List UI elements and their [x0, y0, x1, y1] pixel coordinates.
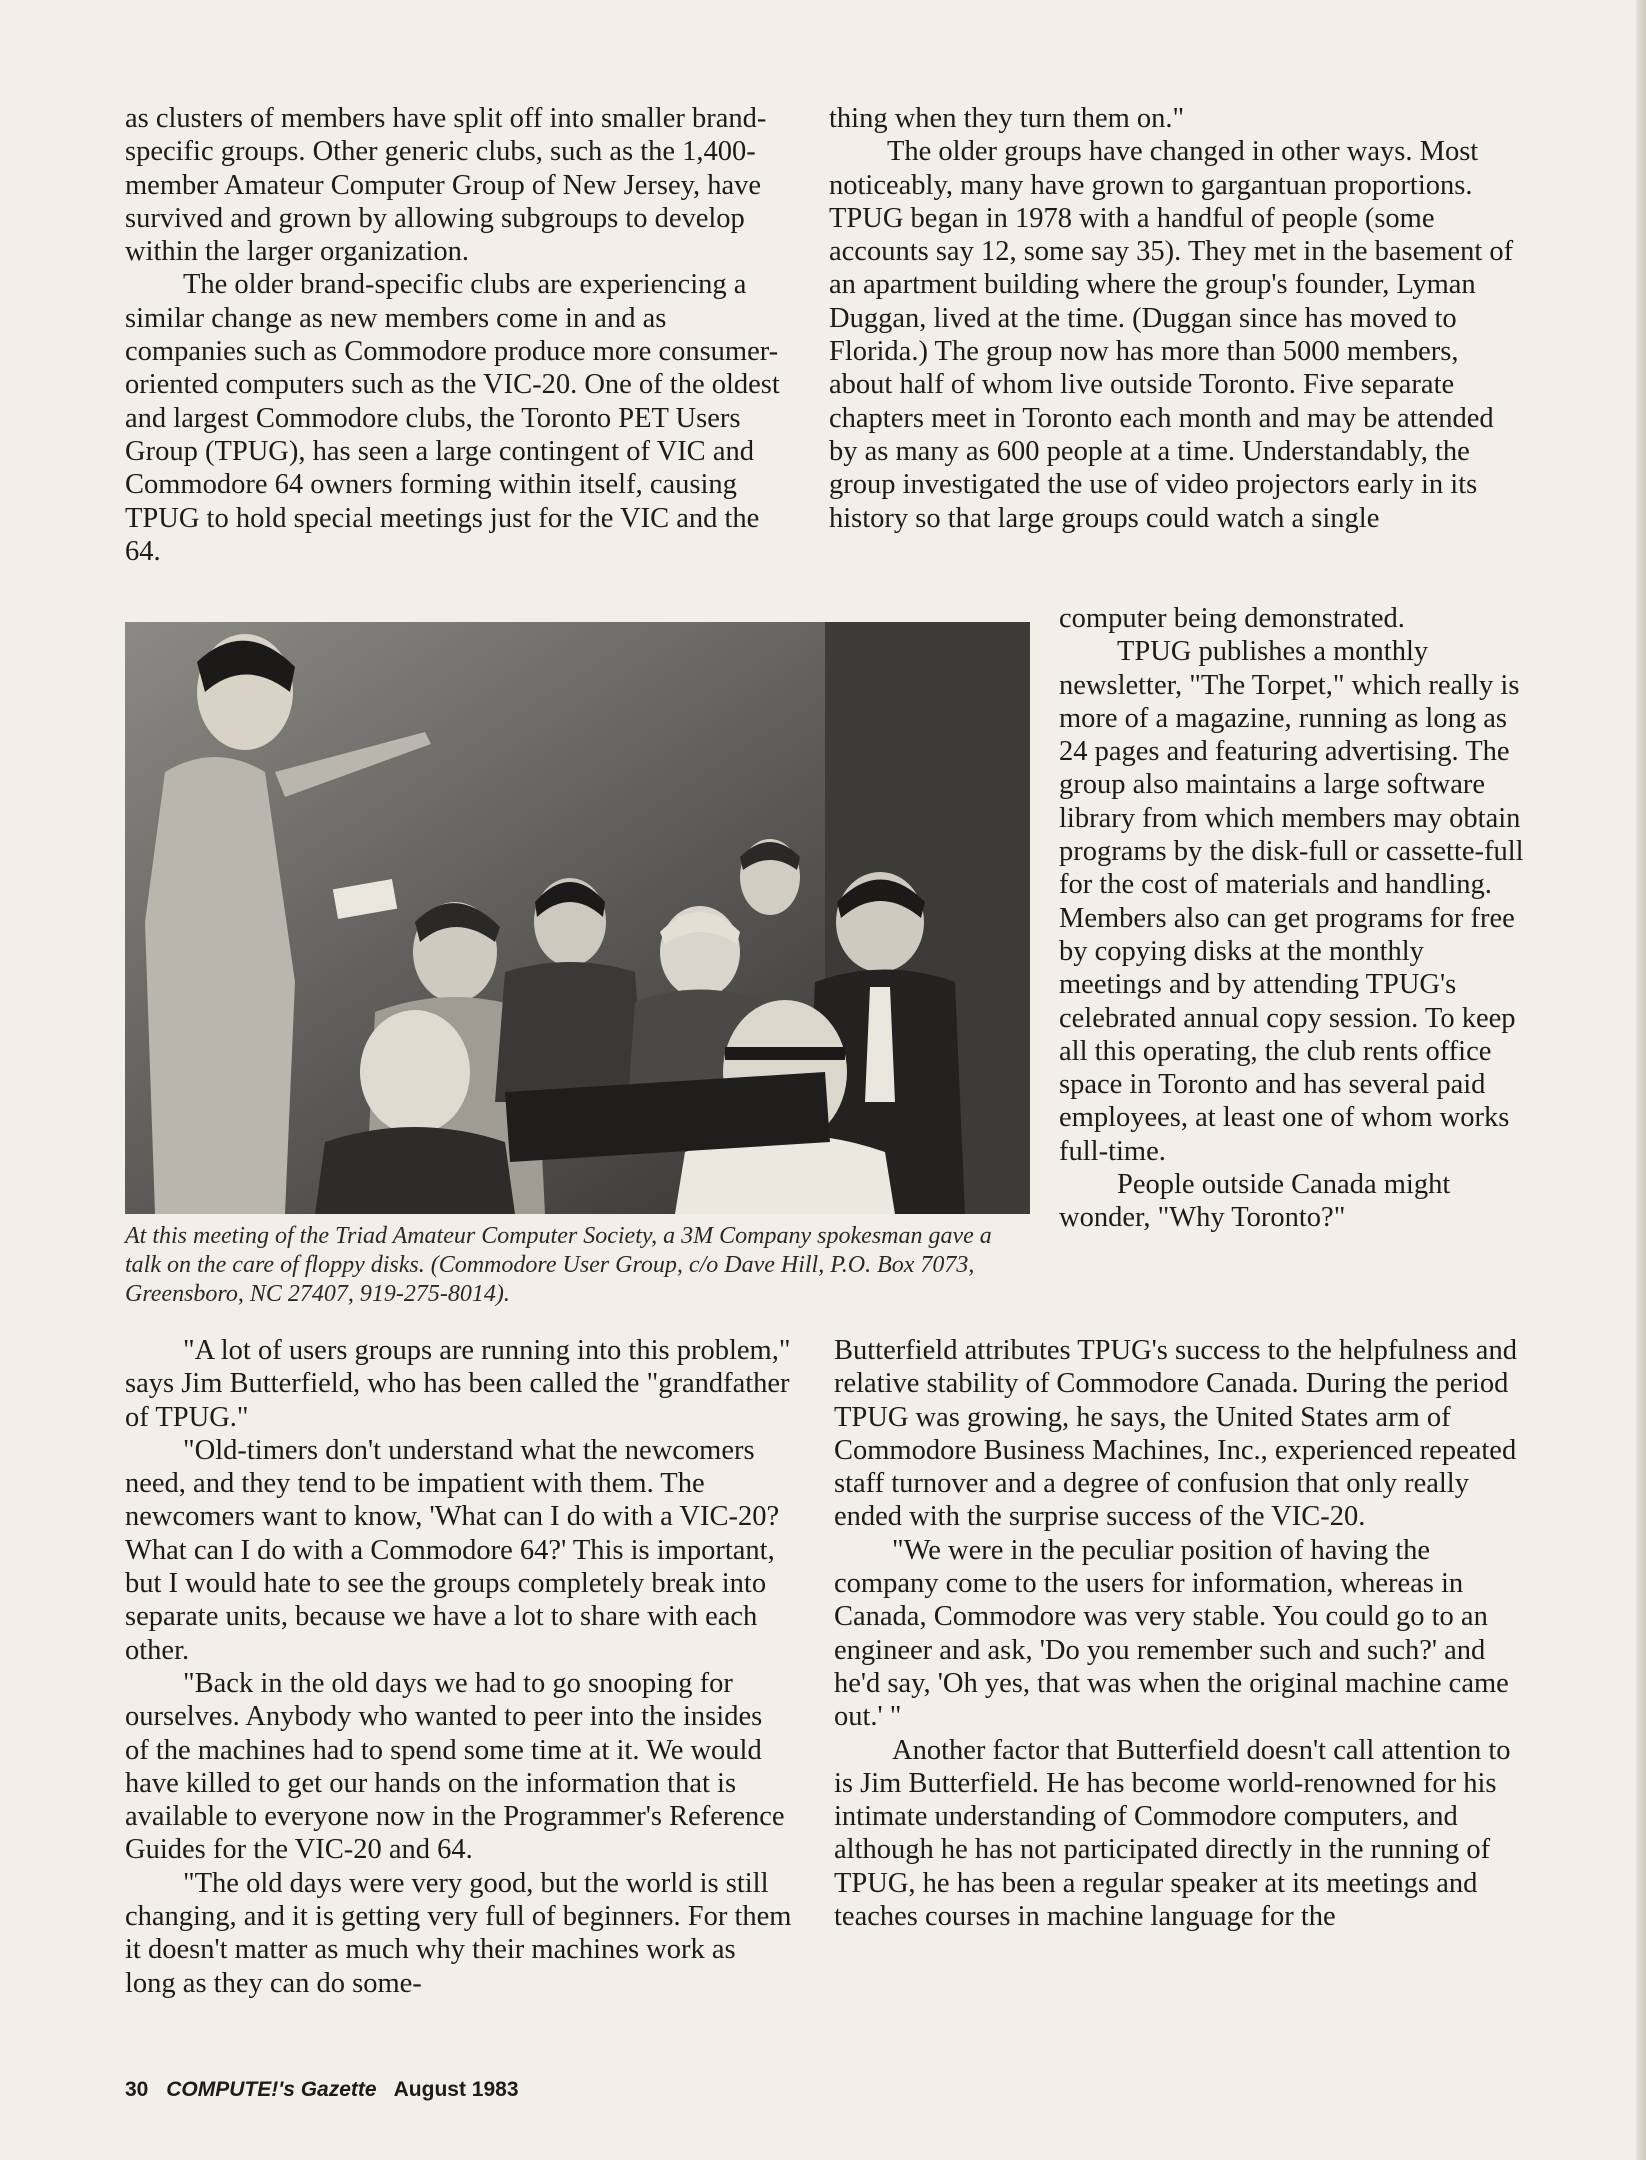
page-footer: [125, 2078, 531, 2106]
paragraph: "Old-timers don't understand what the newcomers need, and they tend to be impatient with them. The newcomers want to know, 'What can I do with a VIC-20? What can I do with a Commodore 64?' This is important, but I would hate to see the groups completely break into separate units, because we have a lot to share with each other.: [125, 1434, 780, 1666]
page-edge: [1636, 0, 1646, 2160]
caption-text: At this meeting of the Triad Amateur Computer Society, a 3M Company spokesman gave a talk on the care of floppy disks. (Commodore User Group, c/o Dave Hill, P.O. Box 7073, Greensboro, NC 27407, 919-275-8014).: [125, 1223, 992, 1307]
paragraph: TPUG publishes a monthly newsletter, "The Torpet," which really is more of a magazine, running as long as 24 pages and featuring advertising. The group also maintains a large software library from which members may obtain programs by the disk-full or cassette-full for the cost of materials and handling. Members also can get programs for free by copying disks at the monthly meetings and by attending TPUG's celebrated annual copy session. To keep all this operating, the club rents office space in Toronto and has several paid employees, at least one of whom works full-time.: [1059, 636, 1524, 1167]
column-1-bottom: [125, 1334, 793, 2000]
paragraph: "The old days were very good, but the world is still changing, and it is getting very full of beginners. For them it doesn't matter as much why their machines work as long as they can do some-: [125, 1867, 792, 1999]
paragraph: "Back in the old days we had to go snooping for ourselves. Anybody who wanted to peer into the insides of the machines had to spend some time at it. We would have killed to get our hands on the information that is available to everyone now in the Programmer's Reference Guides for the VIC-20 and 64.: [125, 1667, 785, 1866]
column-2-bottom: [834, 1334, 1518, 1933]
paragraph: "A lot of users groups are running into this problem," says Jim Butterfield, who has been called the "grandfather of TPUG.": [125, 1335, 791, 1433]
page-number: 30: [125, 2078, 149, 2101]
paragraph: as clusters of members have split off into smaller brand-specific groups. Other generic clubs, such as the 1,400-member Amateur Computer Group of New Jersey, have survived and grown by allowing subgroups to develop within the larger organization.: [125, 103, 767, 268]
column-1-top: [125, 102, 793, 568]
column-2-narrow: [1059, 602, 1529, 1235]
paragraph: The older groups have changed in other ways. Most noticeably, many have grown to gargantuan proportions. TPUG began in 1978 with a handful of people (some accounts say 12, some say 35). They met in the basement of an apartment building where the group's founder, Lyman Duggan, lived at the time. (Duggan since has moved to Florida.) The group now has more than 5000 members, about half of whom live outside Toronto. Five separate chapters meet in Toronto each month and may be attended by as many as 600 people at a time. Understandably, the group investigated the use of video projectors early in its history so that large groups could watch a single: [829, 136, 1514, 534]
paragraph: Another factor that Butterfield doesn't call attention to is Jim Butterfield. He has become world-renowned for his intimate understanding of Commodore computers, and although he has not participated directly in the running of TPUG, he has been a regular speaker at its meetings and teaches courses in machine language for the: [834, 1734, 1511, 1933]
photo-illustration: [125, 622, 1030, 1214]
photo-caption: [125, 1222, 1030, 1309]
magazine-name: COMPUTE!'s Gazette: [166, 2078, 377, 2101]
paragraph: "We were in the peculiar position of having the company come to the users for information, whereas in Canada, Commodore was very stable. You could go to an engineer and ask, 'Do you remember such and such?' and he'd say, 'Oh yes, that was when the original machine came out.' ": [834, 1534, 1509, 1733]
paragraph: The older brand-specific clubs are experiencing a similar change as new members come in and as companies such as Commodore produce more consumer-oriented computers such as the VIC-20. One of the oldest and largest Commodore clubs, the Toronto PET Users Group (TPUG), has seen a large contingent of VIC and Commodore 64 owners forming within itself, causing TPUG to hold special meetings just for the VIC and the 64.: [125, 269, 780, 567]
meeting-photo: [125, 622, 1030, 1214]
paragraph: computer being demonstrated.: [1059, 603, 1405, 634]
column-2-top: [829, 102, 1515, 535]
issue-date: August 1983: [393, 2078, 519, 2101]
paragraph: People outside Canada might wonder, "Why Toronto?": [1059, 1169, 1451, 1234]
paragraph: Butterfield attributes TPUG's success to the helpfulness and relative stability of Commodore Canada. During the period TPUG was growing, he says, the United States arm of Commodore Business Machines, Inc., experienced repeated staff turnover and a degree of confusion that only really ended with the surprise success of the VIC-20.: [834, 1335, 1517, 1533]
paragraph: thing when they turn them on.": [829, 103, 1185, 134]
